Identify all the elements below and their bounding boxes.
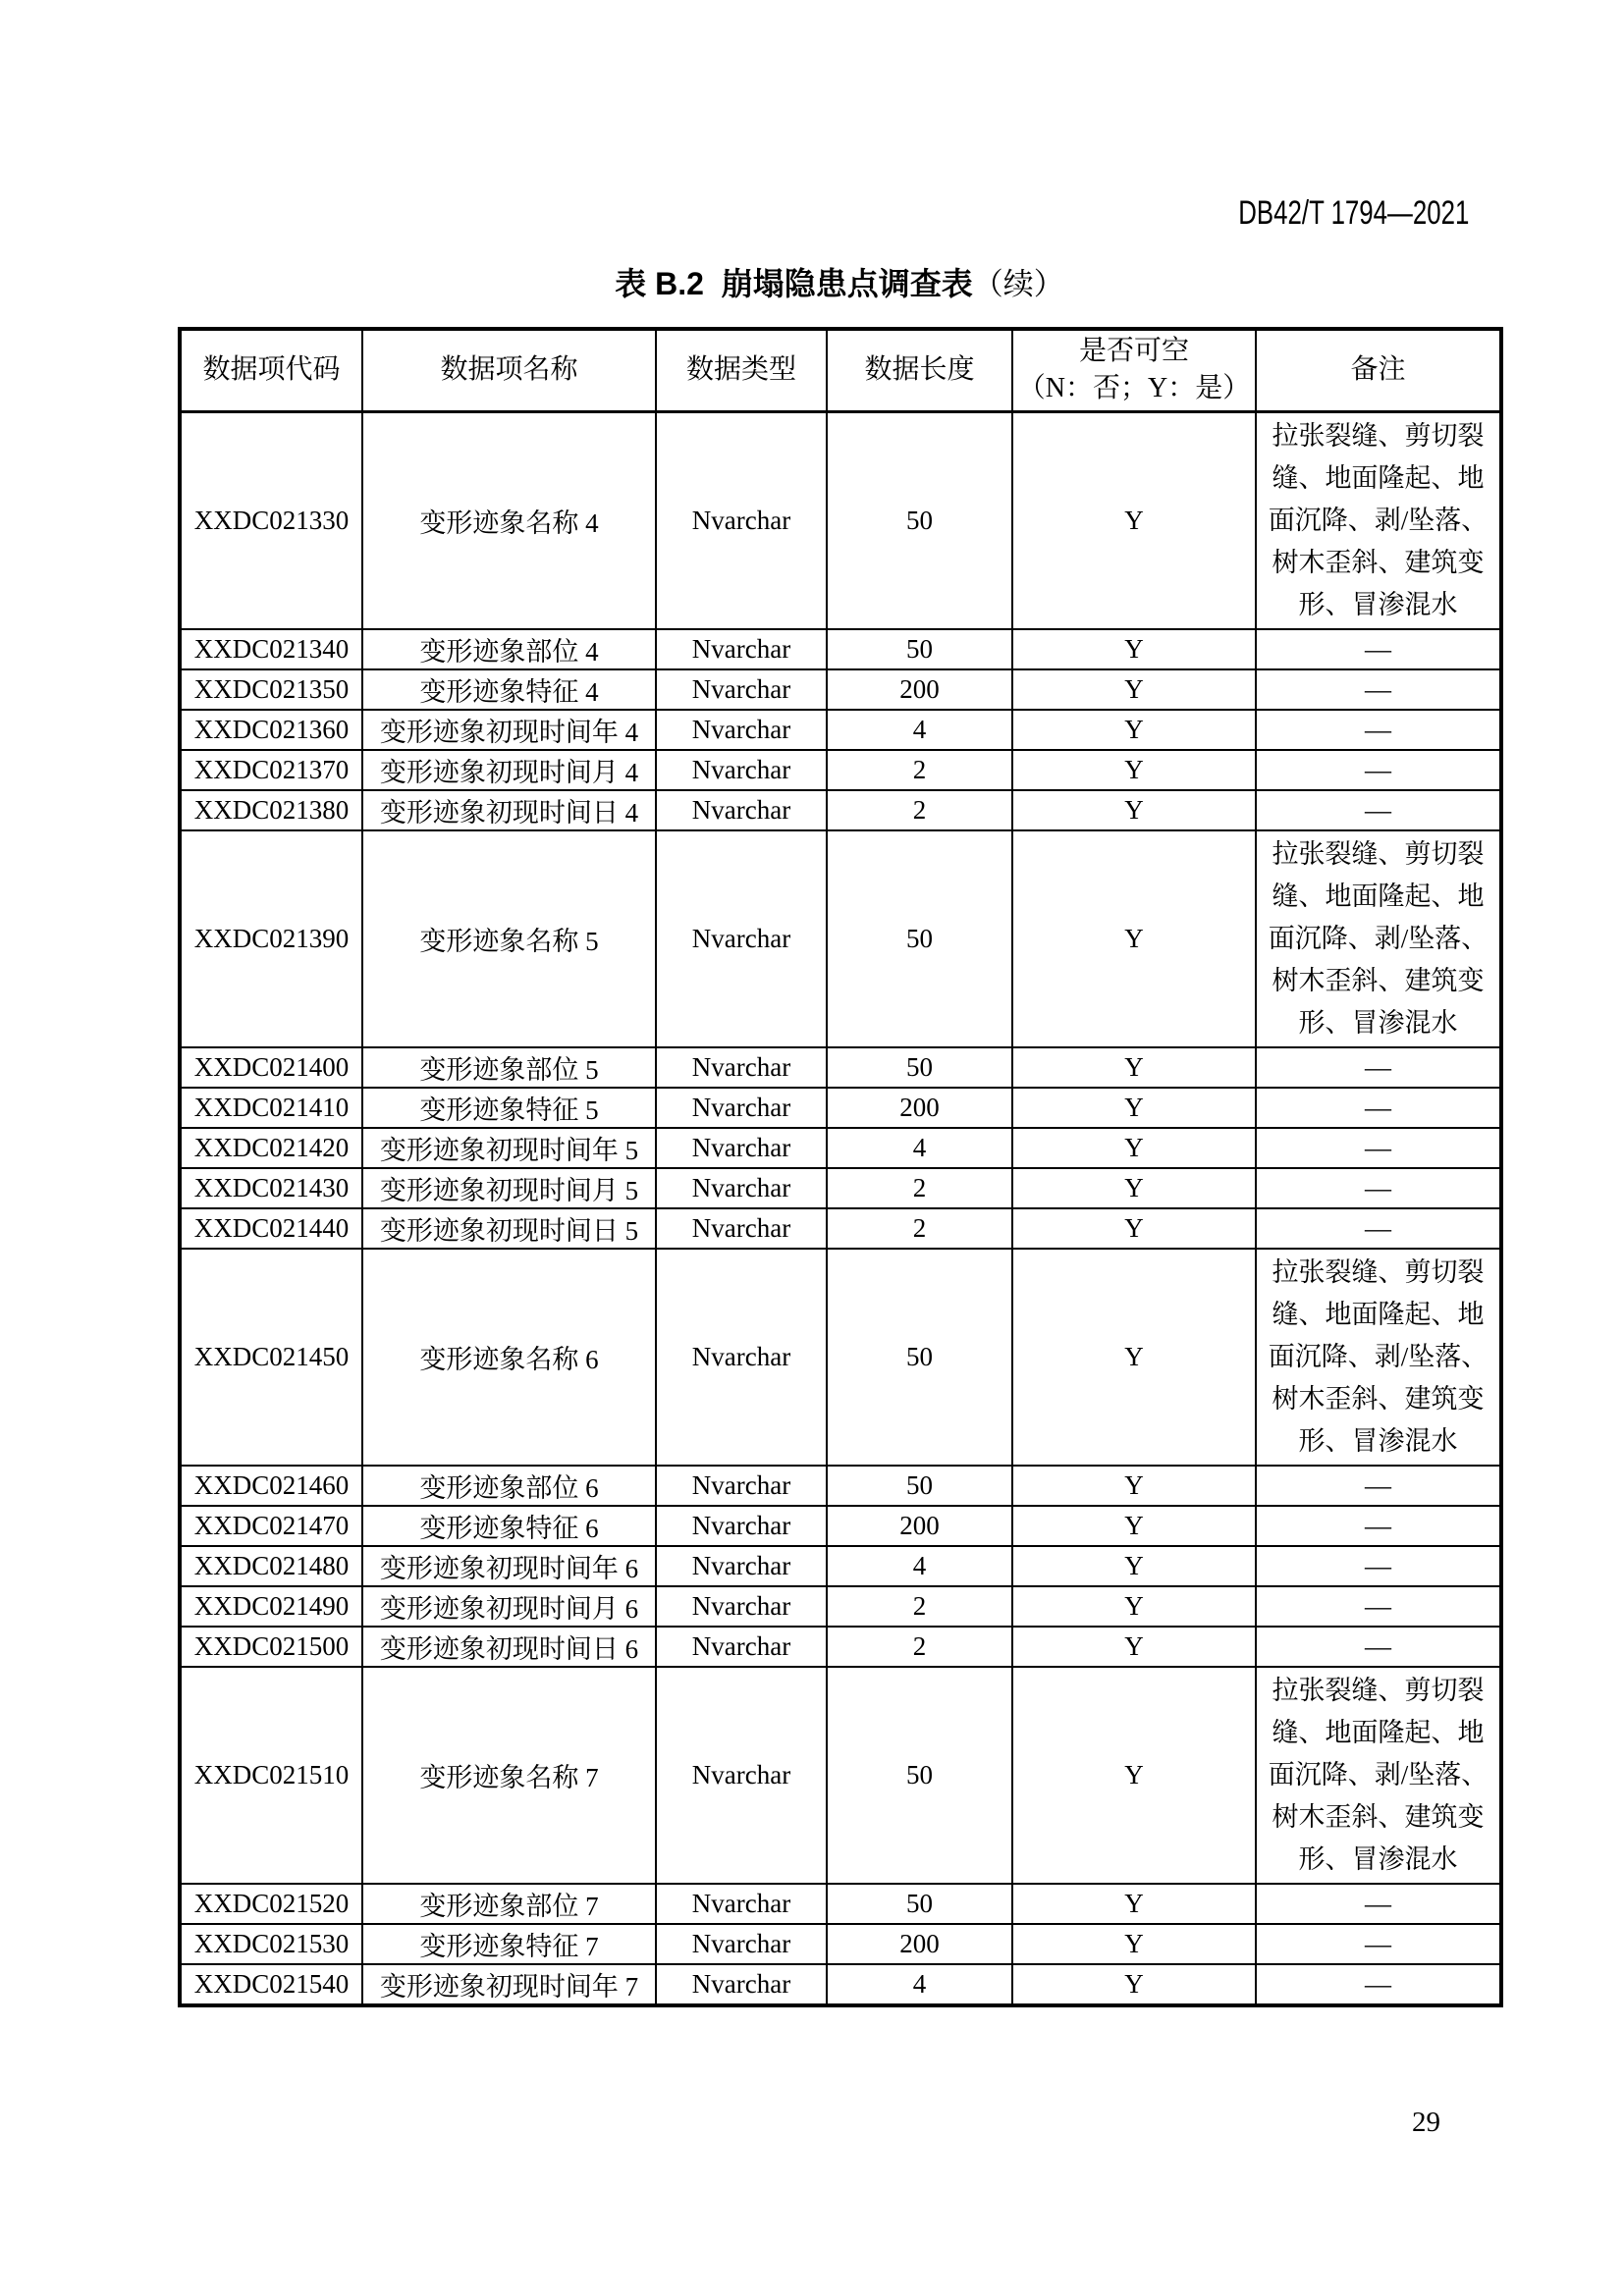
- cell-remark: —: [1256, 1088, 1501, 1128]
- cell-data-item-name: 变形迹象部位 4: [362, 629, 656, 669]
- table-row: [180, 1466, 1501, 1506]
- cell-data-item-name: 变形迹象名称 5: [362, 830, 656, 1047]
- cell-data-item-code: XXDC021350: [180, 669, 362, 710]
- cell-data-item-code: XXDC021530: [180, 1924, 362, 1964]
- cell-data-length: 2: [827, 750, 1012, 790]
- cell-data-length: 2: [827, 1586, 1012, 1627]
- cell-data-type: Nvarchar: [656, 750, 827, 790]
- cell-data-length: 200: [827, 669, 1012, 710]
- cell-data-type: Nvarchar: [656, 790, 827, 830]
- col-header-nullable-line2: （N：否；Y：是）: [1017, 373, 1251, 404]
- cell-nullable: Y: [1012, 1924, 1256, 1964]
- cell-remark: —: [1256, 1924, 1501, 1964]
- cell-remark: —: [1256, 669, 1501, 710]
- table-row: [180, 1586, 1501, 1627]
- cell-remark: —: [1256, 790, 1501, 830]
- cell-data-type: Nvarchar: [656, 1088, 827, 1128]
- table-row: [180, 1249, 1501, 1466]
- cell-data-type: Nvarchar: [656, 710, 827, 750]
- cell-nullable: Y: [1012, 1667, 1256, 1884]
- cell-remark: —: [1256, 629, 1501, 669]
- col-header-nullable: [1012, 329, 1256, 411]
- cell-data-item-code: XXDC021510: [180, 1667, 362, 1884]
- cell-nullable: Y: [1012, 1047, 1256, 1088]
- cell-remark: —: [1256, 1546, 1501, 1586]
- cell-data-length: 4: [827, 1128, 1012, 1168]
- table-title: [178, 259, 1501, 304]
- cell-data-item-name: 变形迹象初现时间日 4: [362, 790, 656, 830]
- cell-data-length: 2: [827, 1208, 1012, 1249]
- cell-data-item-name: 变形迹象名称 4: [362, 411, 656, 629]
- cell-data-item-name: 变形迹象初现时间年 6: [362, 1546, 656, 1586]
- cell-data-item-name: 变形迹象初现时间月 6: [362, 1586, 656, 1627]
- cell-remark: 拉张裂缝、剪切裂缝、地面隆起、地面沉降、剥/坠落、树木歪斜、建筑变形、冒渗混水: [1256, 830, 1501, 1047]
- cell-remark: —: [1256, 1964, 1501, 2005]
- cell-remark: 拉张裂缝、剪切裂缝、地面隆起、地面沉降、剥/坠落、树木歪斜、建筑变形、冒渗混水: [1256, 1249, 1501, 1466]
- cell-data-item-code: XXDC021480: [180, 1546, 362, 1586]
- cell-remark: —: [1256, 710, 1501, 750]
- cell-data-length: 50: [827, 1884, 1012, 1924]
- cell-data-item-code: XXDC021410: [180, 1088, 362, 1128]
- cell-data-length: 50: [827, 629, 1012, 669]
- table-row: [180, 1924, 1501, 1964]
- cell-data-item-name: 变形迹象初现时间月 5: [362, 1168, 656, 1208]
- cell-data-item-code: XXDC021520: [180, 1884, 362, 1924]
- cell-data-item-name: 变形迹象初现时间日 5: [362, 1208, 656, 1249]
- cell-data-length: 50: [827, 1667, 1012, 1884]
- cell-nullable: Y: [1012, 1466, 1256, 1506]
- cell-nullable: Y: [1012, 1506, 1256, 1546]
- cell-data-length: 4: [827, 710, 1012, 750]
- cell-data-length: 50: [827, 1047, 1012, 1088]
- cell-data-type: Nvarchar: [656, 669, 827, 710]
- cell-data-type: Nvarchar: [656, 830, 827, 1047]
- cell-remark: —: [1256, 1627, 1501, 1667]
- table-row: [180, 1884, 1501, 1924]
- cell-remark: —: [1256, 1506, 1501, 1546]
- cell-data-length: 50: [827, 411, 1012, 629]
- doc-standard-number: DB42/T 1794—2021: [1237, 194, 1469, 232]
- cell-data-item-name: 变形迹象部位 6: [362, 1466, 656, 1506]
- table-row: [180, 1667, 1501, 1884]
- cell-data-item-code: XXDC021460: [180, 1466, 362, 1506]
- cell-data-item-code: XXDC021400: [180, 1047, 362, 1088]
- cell-data-item-code: XXDC021330: [180, 411, 362, 629]
- cell-data-item-name: 变形迹象特征 4: [362, 669, 656, 710]
- table-row: [180, 1168, 1501, 1208]
- cell-nullable: Y: [1012, 1586, 1256, 1627]
- cell-data-item-name: 变形迹象初现时间月 4: [362, 750, 656, 790]
- table-row: [180, 1208, 1501, 1249]
- cell-data-item-name: 变形迹象初现时间年 7: [362, 1964, 656, 2005]
- cell-nullable: Y: [1012, 1168, 1256, 1208]
- cell-data-item-name: 变形迹象初现时间日 6: [362, 1627, 656, 1667]
- cell-data-item-name: 变形迹象初现时间年 5: [362, 1128, 656, 1168]
- cell-data-item-code: XXDC021360: [180, 710, 362, 750]
- table-row: [180, 1506, 1501, 1546]
- cell-data-item-name: 变形迹象部位 7: [362, 1884, 656, 1924]
- cell-remark: —: [1256, 1047, 1501, 1088]
- cell-data-item-code: XXDC021370: [180, 750, 362, 790]
- cell-remark: —: [1256, 1128, 1501, 1168]
- cell-data-length: 4: [827, 1964, 1012, 2005]
- cell-data-type: Nvarchar: [656, 1924, 827, 1964]
- cell-data-type: Nvarchar: [656, 1249, 827, 1466]
- cell-data-item-code: XXDC021440: [180, 1208, 362, 1249]
- cell-data-length: 200: [827, 1506, 1012, 1546]
- cell-data-length: 50: [827, 1466, 1012, 1506]
- cell-data-length: 2: [827, 790, 1012, 830]
- cell-nullable: Y: [1012, 411, 1256, 629]
- col-header-remark: 备注: [1256, 329, 1501, 411]
- table-row: [180, 1128, 1501, 1168]
- table-row: [180, 1088, 1501, 1128]
- cell-data-length: 50: [827, 1249, 1012, 1466]
- cell-nullable: Y: [1012, 830, 1256, 1047]
- table-row: [180, 629, 1501, 669]
- col-header-data-type: 数据类型: [656, 329, 827, 411]
- cell-data-item-code: XXDC021340: [180, 629, 362, 669]
- col-header-data-item-name: 数据项名称: [362, 329, 656, 411]
- cell-remark: —: [1256, 1884, 1501, 1924]
- cell-nullable: Y: [1012, 1884, 1256, 1924]
- cell-data-item-name: 变形迹象部位 5: [362, 1047, 656, 1088]
- cell-data-length: 4: [827, 1546, 1012, 1586]
- col-header-data-item-code: 数据项代码: [180, 329, 362, 411]
- cell-data-type: Nvarchar: [656, 411, 827, 629]
- cell-data-item-name: 变形迹象特征 6: [362, 1506, 656, 1546]
- cell-nullable: Y: [1012, 1208, 1256, 1249]
- cell-data-length: 200: [827, 1088, 1012, 1128]
- table-row: [180, 830, 1501, 1047]
- cell-data-type: Nvarchar: [656, 1128, 827, 1168]
- cell-data-item-code: XXDC021470: [180, 1506, 362, 1546]
- cell-data-item-code: XXDC021540: [180, 1964, 362, 2005]
- cell-data-length: 2: [827, 1627, 1012, 1667]
- cell-nullable: Y: [1012, 710, 1256, 750]
- cell-data-item-code: XXDC021390: [180, 830, 362, 1047]
- cell-data-item-code: XXDC021430: [180, 1168, 362, 1208]
- cell-nullable: Y: [1012, 1627, 1256, 1667]
- cell-data-type: Nvarchar: [656, 1466, 827, 1506]
- cell-data-type: Nvarchar: [656, 1047, 827, 1088]
- cell-data-type: Nvarchar: [656, 1506, 827, 1546]
- cell-data-type: Nvarchar: [656, 1964, 827, 2005]
- table-row: [180, 1047, 1501, 1088]
- table-row: [180, 411, 1501, 629]
- cell-nullable: Y: [1012, 1249, 1256, 1466]
- cell-nullable: Y: [1012, 1088, 1256, 1128]
- cell-remark: —: [1256, 1466, 1501, 1506]
- cell-data-item-name: 变形迹象特征 5: [362, 1088, 656, 1128]
- cell-data-item-code: XXDC021500: [180, 1627, 362, 1667]
- table-title-suffix: （续）: [972, 267, 1064, 301]
- cell-data-type: Nvarchar: [656, 1667, 827, 1884]
- cell-data-item-name: 变形迹象初现时间年 4: [362, 710, 656, 750]
- page-number: 29: [1412, 2107, 1440, 2138]
- cell-remark: —: [1256, 1168, 1501, 1208]
- cell-remark: 拉张裂缝、剪切裂缝、地面隆起、地面沉降、剥/坠落、树木歪斜、建筑变形、冒渗混水: [1256, 411, 1501, 629]
- table-row: [180, 790, 1501, 830]
- cell-data-item-name: 变形迹象名称 7: [362, 1667, 656, 1884]
- cell-nullable: Y: [1012, 1546, 1256, 1586]
- cell-data-item-code: XXDC021490: [180, 1586, 362, 1627]
- table-row: [180, 710, 1501, 750]
- cell-data-type: Nvarchar: [656, 629, 827, 669]
- table-row: [180, 669, 1501, 710]
- cell-remark: —: [1256, 750, 1501, 790]
- table-row: [180, 1627, 1501, 1667]
- table-header-row: [180, 329, 1501, 411]
- cell-nullable: Y: [1012, 1128, 1256, 1168]
- cell-data-type: Nvarchar: [656, 1884, 827, 1924]
- cell-data-item-name: 变形迹象特征 7: [362, 1924, 656, 1964]
- cell-nullable: Y: [1012, 1964, 1256, 2005]
- cell-data-item-code: XXDC021420: [180, 1128, 362, 1168]
- cell-data-length: 200: [827, 1924, 1012, 1964]
- cell-remark: —: [1256, 1208, 1501, 1249]
- cell-nullable: Y: [1012, 669, 1256, 710]
- cell-data-item-name: 变形迹象名称 6: [362, 1249, 656, 1466]
- cell-remark: —: [1256, 1586, 1501, 1627]
- table-title-main: 表 B.2 崩塌隐患点调查表: [615, 266, 973, 301]
- table-row: [180, 1964, 1501, 2005]
- col-header-data-length: 数据长度: [827, 329, 1012, 411]
- cell-data-type: Nvarchar: [656, 1208, 827, 1249]
- cell-remark: 拉张裂缝、剪切裂缝、地面隆起、地面沉降、剥/坠落、树木歪斜、建筑变形、冒渗混水: [1256, 1667, 1501, 1884]
- cell-nullable: Y: [1012, 790, 1256, 830]
- cell-nullable: Y: [1012, 750, 1256, 790]
- survey-data-table: [178, 327, 1503, 2007]
- cell-data-item-code: XXDC021380: [180, 790, 362, 830]
- table-row: [180, 1546, 1501, 1586]
- cell-data-length: 2: [827, 1168, 1012, 1208]
- cell-data-type: Nvarchar: [656, 1627, 827, 1667]
- table-row: [180, 750, 1501, 790]
- cell-data-length: 50: [827, 830, 1012, 1047]
- col-header-nullable-line1: 是否可空: [1078, 336, 1189, 367]
- cell-data-item-code: XXDC021450: [180, 1249, 362, 1466]
- cell-data-type: Nvarchar: [656, 1546, 827, 1586]
- cell-data-type: Nvarchar: [656, 1168, 827, 1208]
- cell-data-type: Nvarchar: [656, 1586, 827, 1627]
- cell-nullable: Y: [1012, 629, 1256, 669]
